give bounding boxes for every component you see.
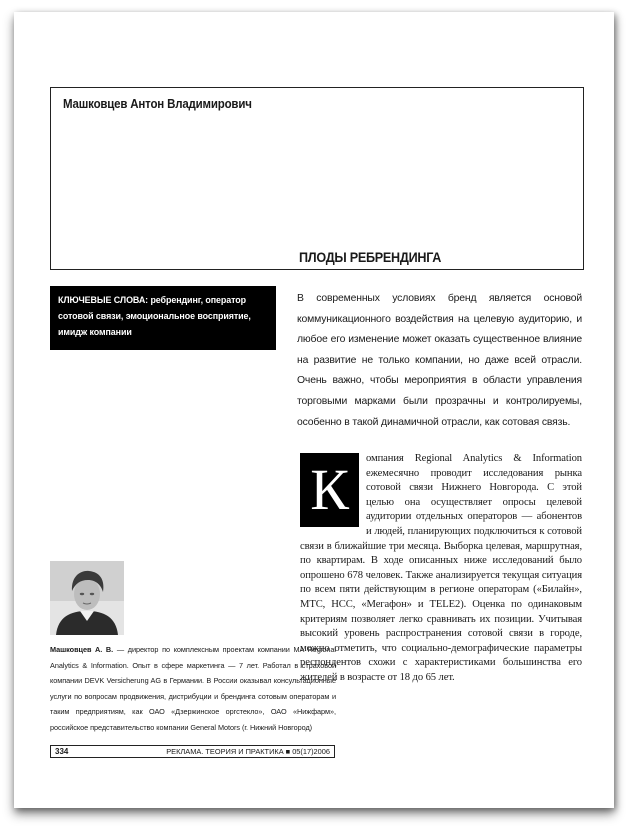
- drop-cap: К: [300, 453, 359, 527]
- body-text: омпания Regional Analytics & Information ежемесячно проводит исследования рынка сотовой связи Нижнего Новгорода. С этой целью она осуществляет опросы целевой аудитории отдельных операторов — абонентов и людей, планирующих подключиться к сотовой связи в ближайшие три месяца. Выборка целевая, маршрутная, по квартирам. В ходе описанных ниже исследований было опрошено 678 человек. Также анализируется текущая ситуация по всем пяти действующим в регионе операторам («Билайн», МТС, НСС, «Мегафон» и TELE2). Оценка по одинаковым критериям позволяет легко сравнивать их позиции. Учитывая высокий уровень распространения сотовой связи в городе, можно отметить, что социально-демографические параметры респондентов схожи с характеристиками большинства его жителей в возрасте от 18 до 65 лет.: [300, 453, 582, 683]
- author-bio-name: Машковцев А. В.: [50, 645, 114, 654]
- author-bio: [50, 642, 336, 736]
- lead-paragraph: В современных условиях бренд является основой коммуникационного воздействия на целевую аудиторию, и любое его изменение может оказать существенное влияние на развитие не только компании, но даже всей отрасли. Очень важно, чтобы мероприятия в области управления торговыми марками были прозрачны и контролируемы, особенно в такой динамичной отрасли, как сотовая связь.: [297, 293, 582, 428]
- author-portrait-image: [50, 561, 124, 635]
- author-name: Машковцев Антон Владимирович: [63, 97, 252, 111]
- page-footer: [50, 745, 335, 758]
- journal-page: [14, 12, 614, 808]
- article-header: [50, 87, 584, 270]
- author-photo: [50, 561, 124, 635]
- keywords-text: КЛЮЧЕВЫЕ СЛОВА: ребрендинг, оператор сотовой связи, эмоциональное восприятие, имидж компании: [58, 295, 251, 338]
- article-title: ПЛОДЫ РЕБРЕНДИНГА: [299, 249, 442, 265]
- body-column: [300, 452, 582, 686]
- journal-name: РЕКЛАМА. ТЕОРИЯ И ПРАКТИКА ■ 05(17)2006: [166, 747, 330, 756]
- author-bio-text: — директор по комплексным проектам компании MA Regional Analytics & Information. Опыт в сфере маркетинга — 7 лет. Работал в страховой компании DEVK Versicherung AG в Германии. В России оказывал консультационные услуги по вопросам продвижения, дистрибуции и брендинга сотовым операторам и таким предприятиям, как ОАО «Дзержинское оргстекло», ОАО «Нижфарм», российское представительство компании General Motors (г. Нижний Новгород): [50, 645, 336, 732]
- body-paragraph: [300, 452, 582, 686]
- keywords-box: [50, 286, 276, 350]
- page-number: 334: [55, 747, 69, 756]
